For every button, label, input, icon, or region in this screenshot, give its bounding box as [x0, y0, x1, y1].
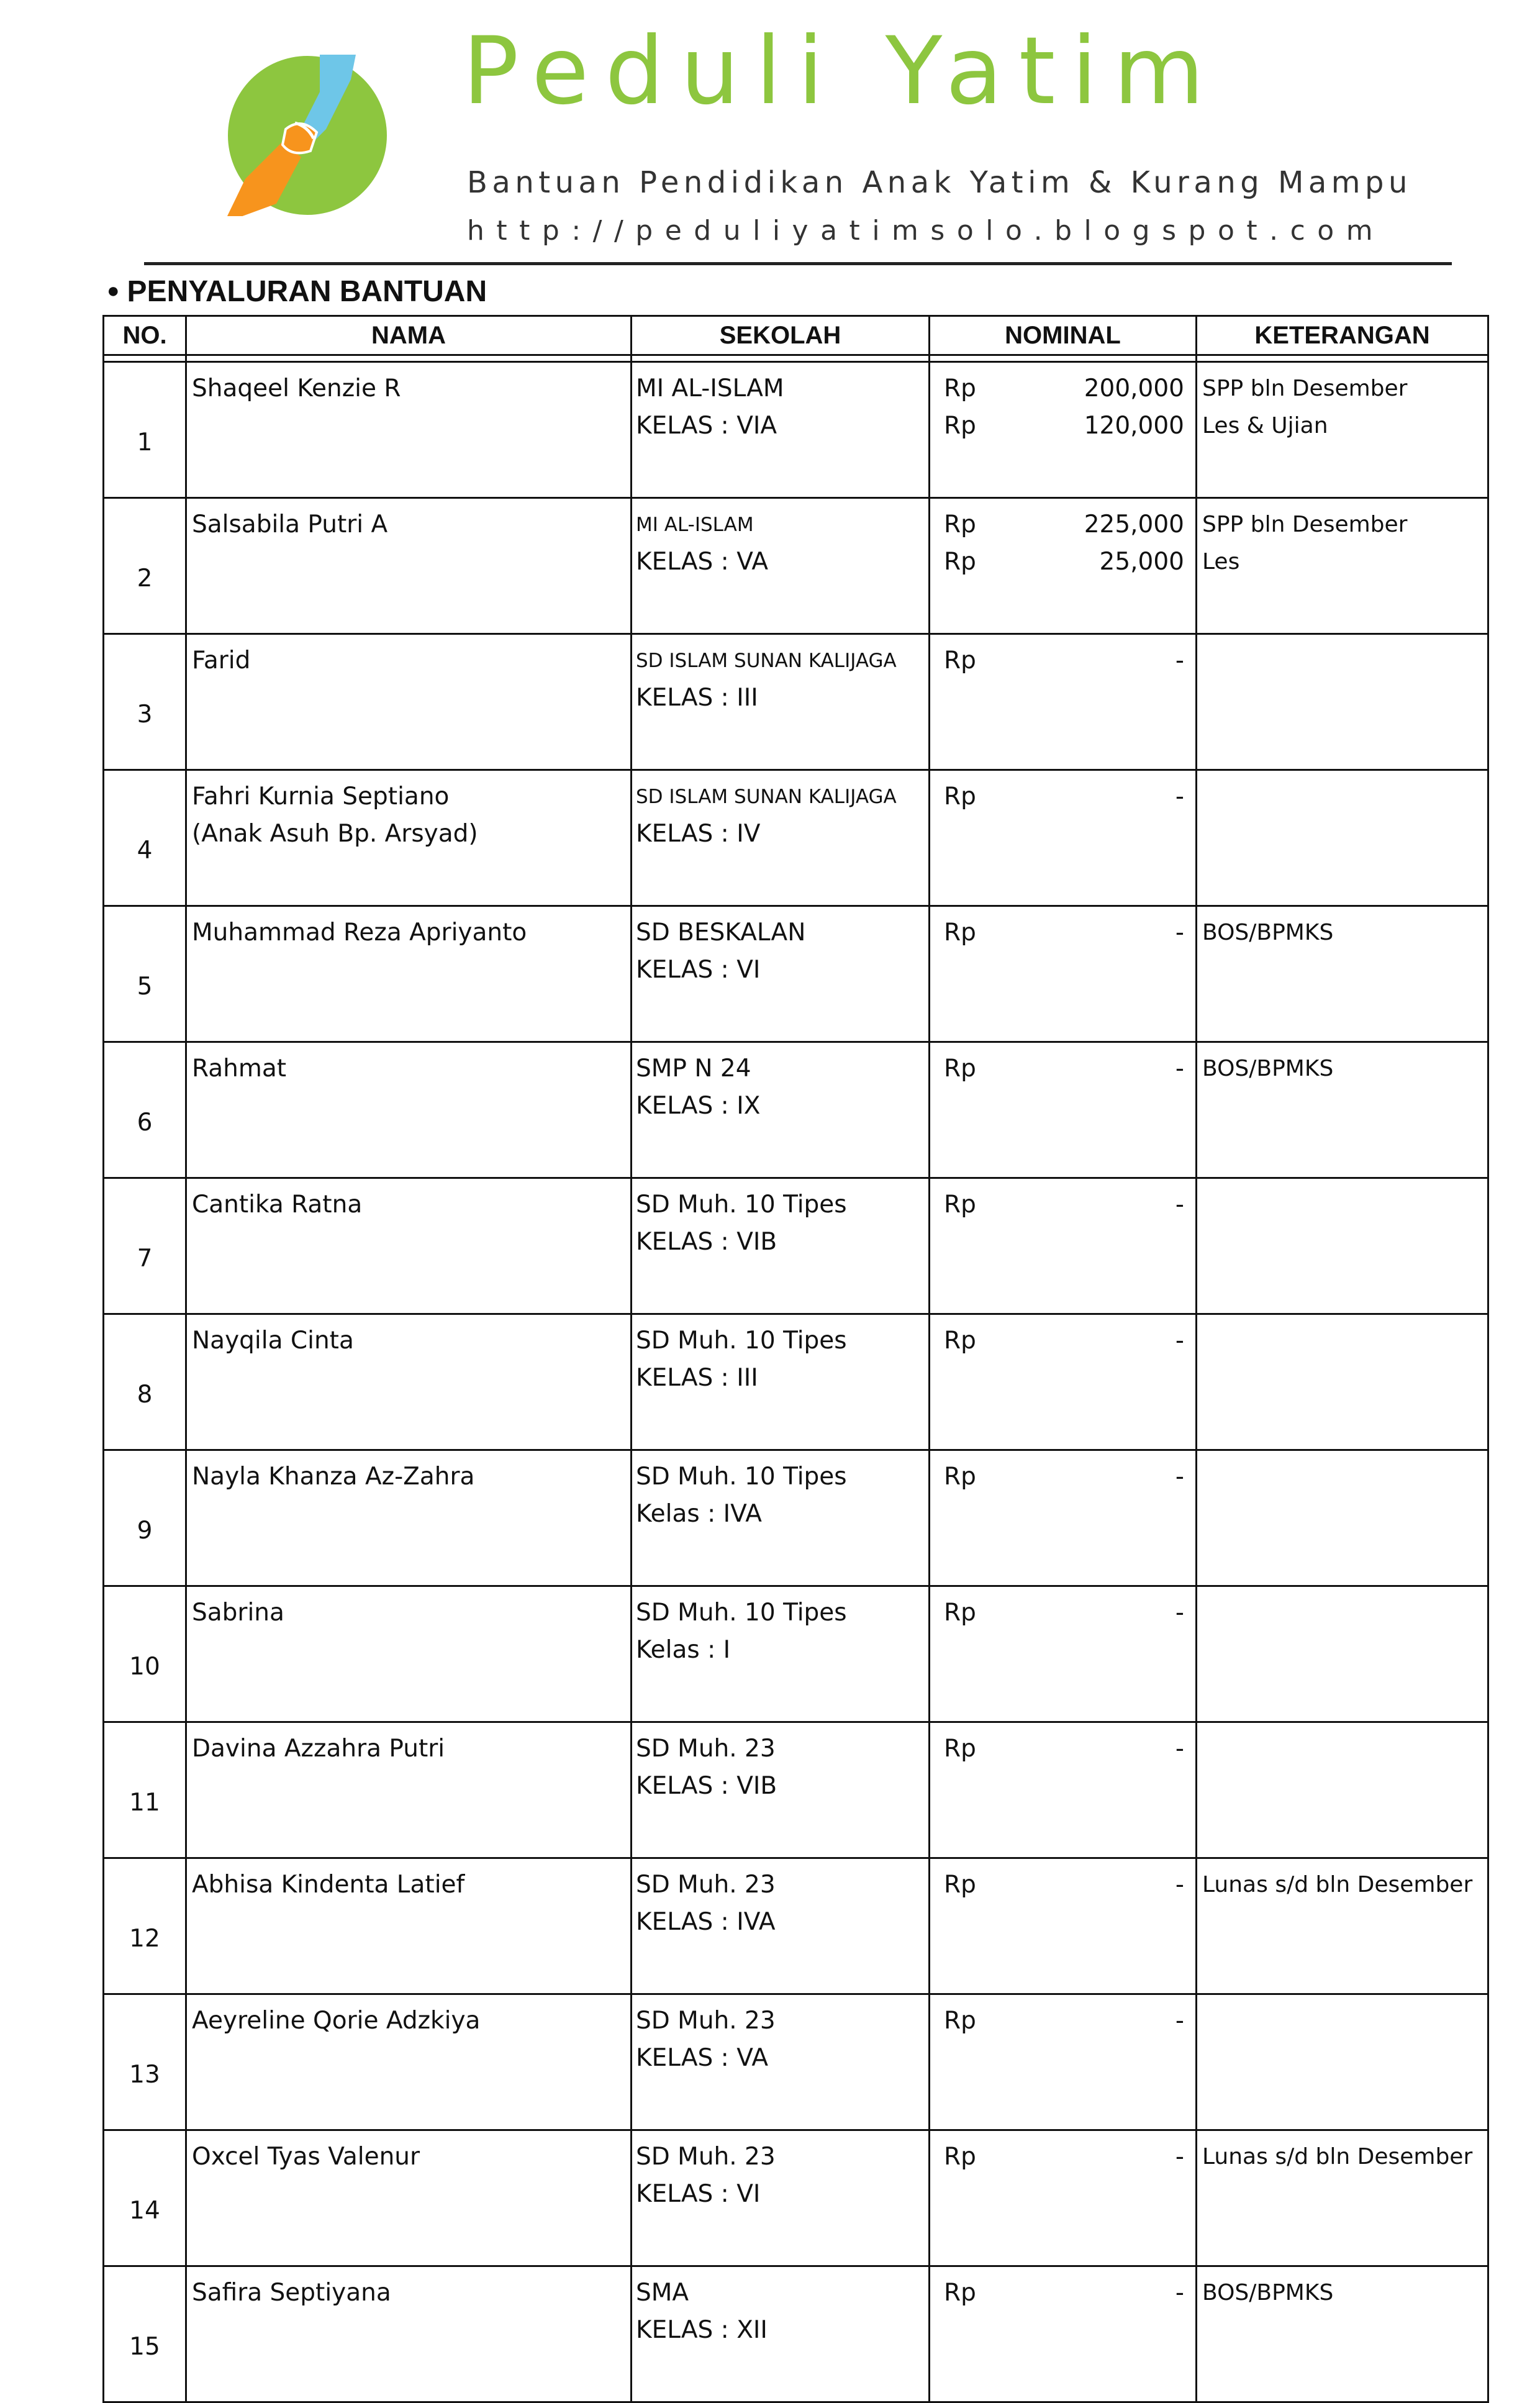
table-row	[104, 1042, 1488, 1178]
row-remarks	[1197, 498, 1488, 634]
header-keterangan: KETERANGAN	[1197, 316, 1488, 355]
school-class: KELAS : VI	[636, 956, 761, 984]
remark-line-1: Lunas s/d bln Desember	[1202, 1872, 1473, 1897]
nominal-line-1	[944, 370, 1184, 407]
name-line-1: Oxcel Tyas Valenur	[192, 2143, 420, 2171]
name-line-1: Fahri Kurnia Septiano	[192, 783, 450, 811]
name-line-1: Shaqeel Kenzie R	[192, 375, 401, 402]
row-number: 10	[104, 1586, 186, 1722]
nominal-line-1	[944, 1186, 1184, 1224]
row-number: 4	[104, 770, 186, 906]
amount-value: 225,000	[1084, 511, 1184, 538]
school-class: KELAS : VIB	[636, 1228, 777, 1256]
table-row	[104, 1178, 1488, 1314]
school-name: SD Muh. 10 Tipes	[636, 1599, 847, 1627]
school-name: SD Muh. 10 Tipes	[636, 1191, 847, 1219]
row-number: 1	[104, 362, 186, 498]
table-row	[104, 906, 1488, 1042]
nominal-line-1	[944, 2138, 1184, 2176]
row-number: 15	[104, 2266, 186, 2402]
name-line-1: Farid	[192, 647, 251, 675]
row-school	[632, 2266, 930, 2402]
currency-label: Rp	[944, 919, 976, 947]
row-number: 2	[104, 498, 186, 634]
amount-value: -	[1175, 1871, 1184, 1899]
brand-title: Peduli Yatim	[463, 17, 1221, 125]
header-sekolah: SEKOLAH	[632, 316, 930, 355]
nominal-line-1	[944, 2002, 1184, 2040]
row-name	[186, 1994, 632, 2130]
name-line-1: Aeyreline Qorie Adzkiya	[192, 2007, 481, 2035]
row-nominal	[930, 1994, 1197, 2130]
remark-line-2: Les & Ujian	[1202, 413, 1328, 438]
row-nominal	[930, 634, 1197, 770]
table-header-row	[104, 316, 1488, 355]
school-class: KELAS : III	[636, 1364, 758, 1392]
amount-value: -	[1175, 1463, 1184, 1491]
row-nominal	[930, 1722, 1197, 1858]
currency-label: Rp	[944, 1735, 976, 1763]
name-line-1: Muhammad Reza Apriyanto	[192, 919, 527, 947]
currency-label: Rp	[944, 2143, 976, 2171]
row-number: 9	[104, 1450, 186, 1586]
table-row	[104, 1586, 1488, 1722]
amount-value: -	[1175, 783, 1184, 811]
header-divider	[144, 262, 1452, 265]
header-double-rule	[104, 355, 1488, 362]
table-row	[104, 1722, 1488, 1858]
row-school	[632, 1178, 930, 1314]
school-name: MI AL-ISLAM	[636, 514, 754, 536]
school-name: SD Muh. 23	[636, 1871, 776, 1899]
row-number: 13	[104, 1994, 186, 2130]
row-nominal	[930, 770, 1197, 906]
row-remarks	[1197, 1178, 1488, 1314]
row-number: 11	[104, 1722, 186, 1858]
school-class: KELAS : VA	[636, 548, 769, 576]
name-line-1: Nayla Khanza Az-Zahra	[192, 1463, 475, 1491]
school-class: Kelas : IVA	[636, 1500, 762, 1528]
row-name	[186, 1042, 632, 1178]
peduli-yatim-logo	[227, 55, 388, 216]
row-nominal	[930, 1858, 1197, 1994]
row-nominal	[930, 1450, 1197, 1586]
header-no: NO.	[104, 316, 186, 355]
row-remarks	[1197, 906, 1488, 1042]
currency-label: Rp	[944, 1463, 976, 1491]
row-number: 6	[104, 1042, 186, 1178]
currency-label: Rp	[944, 1327, 976, 1355]
distribution-table	[102, 315, 1489, 2403]
school-class: KELAS : IV	[636, 820, 761, 848]
school-name: SD ISLAM SUNAN KALIJAGA	[636, 786, 897, 808]
row-nominal	[930, 1314, 1197, 1450]
remark-line-1: BOS/BPMKS	[1202, 1056, 1334, 1081]
amount-value: -	[1175, 2007, 1184, 2035]
remark-line-1: BOS/BPMKS	[1202, 920, 1334, 945]
nominal-line-2	[944, 543, 1184, 581]
currency-label: Rp	[944, 412, 976, 440]
school-class: KELAS : VIB	[636, 1772, 777, 1800]
row-remarks	[1197, 634, 1488, 770]
row-remarks	[1197, 2130, 1488, 2266]
nominal-line-1	[944, 1866, 1184, 1904]
table-row	[104, 770, 1488, 906]
row-name	[186, 1858, 632, 1994]
row-name	[186, 1722, 632, 1858]
school-class: KELAS : VI	[636, 2180, 761, 2208]
row-name	[186, 2266, 632, 2402]
row-name	[186, 1178, 632, 1314]
currency-label: Rp	[944, 548, 976, 576]
name-line-1: Sabrina	[192, 1599, 284, 1627]
row-remarks	[1197, 1314, 1488, 1450]
brand-tagline: Bantuan Pendidikan Anak Yatim & Kurang Mampu	[467, 165, 1412, 200]
amount-value: -	[1175, 1599, 1184, 1627]
row-school	[632, 1586, 930, 1722]
name-line-1: Safira Septiyana	[192, 2279, 391, 2307]
school-class: Kelas : I	[636, 1636, 731, 1664]
currency-label: Rp	[944, 647, 976, 675]
row-remarks	[1197, 2266, 1488, 2402]
nominal-line-1	[944, 642, 1184, 679]
table-row	[104, 362, 1488, 498]
remark-line-1: Lunas s/d bln Desember	[1202, 2144, 1473, 2169]
row-school	[632, 1042, 930, 1178]
amount-value: -	[1175, 919, 1184, 947]
row-school	[632, 634, 930, 770]
school-class: KELAS : III	[636, 684, 758, 712]
section-title	[107, 277, 487, 307]
nominal-line-1	[944, 1050, 1184, 1088]
row-school	[632, 1858, 930, 1994]
nominal-line-1	[944, 506, 1184, 543]
row-name	[186, 1586, 632, 1722]
distribution-table-wrapper	[102, 315, 1487, 2403]
row-name	[186, 770, 632, 906]
table-row	[104, 634, 1488, 770]
school-name: SD Muh. 10 Tipes	[636, 1463, 847, 1491]
row-remarks	[1197, 1586, 1488, 1722]
row-name	[186, 2130, 632, 2266]
row-name	[186, 498, 632, 634]
row-remarks	[1197, 1722, 1488, 1858]
row-nominal	[930, 498, 1197, 634]
amount-value: -	[1175, 1191, 1184, 1219]
currency-label: Rp	[944, 783, 976, 811]
amount-value: 200,000	[1084, 375, 1184, 402]
table-row	[104, 1450, 1488, 1586]
row-nominal	[930, 1042, 1197, 1178]
row-nominal	[930, 2130, 1197, 2266]
row-remarks	[1197, 1858, 1488, 1994]
nominal-line-1	[944, 1458, 1184, 1496]
nominal-line-1	[944, 2274, 1184, 2312]
row-remarks	[1197, 1042, 1488, 1178]
currency-label: Rp	[944, 1599, 976, 1627]
name-line-2: (Anak Asuh Bp. Arsyad)	[192, 820, 478, 848]
currency-label: Rp	[944, 1055, 976, 1083]
remark-line-2: Les	[1202, 549, 1240, 575]
row-remarks	[1197, 770, 1488, 906]
name-line-1: Abhisa Kindenta Latief	[192, 1871, 465, 1899]
amount-value: -	[1175, 1055, 1184, 1083]
school-class: KELAS : IVA	[636, 1908, 776, 1936]
row-nominal	[930, 1178, 1197, 1314]
row-nominal	[930, 906, 1197, 1042]
name-line-1: Davina Azzahra Putri	[192, 1735, 445, 1763]
currency-label: Rp	[944, 2279, 976, 2307]
school-name: MI AL-ISLAM	[636, 375, 784, 402]
row-school	[632, 498, 930, 634]
table-row	[104, 498, 1488, 634]
school-name: SD BESKALAN	[636, 919, 806, 947]
row-number: 12	[104, 1858, 186, 1994]
row-school	[632, 770, 930, 906]
amount-value: 120,000	[1084, 412, 1184, 440]
bullet-icon: ●	[107, 279, 120, 302]
amount-value: -	[1175, 2279, 1184, 2307]
name-line-1: Nayqila Cinta	[192, 1327, 354, 1355]
nominal-line-1	[944, 778, 1184, 815]
table-row	[104, 2130, 1488, 2266]
row-name	[186, 906, 632, 1042]
school-class: KELAS : VIA	[636, 412, 777, 440]
name-line-1: Rahmat	[192, 1055, 287, 1083]
amount-value: -	[1175, 2143, 1184, 2171]
row-school	[632, 362, 930, 498]
row-school	[632, 906, 930, 1042]
school-name: SD ISLAM SUNAN KALIJAGA	[636, 650, 897, 672]
row-number: 8	[104, 1314, 186, 1450]
school-name: SMA	[636, 2279, 689, 2307]
remark-line-1: SPP bln Desember	[1202, 376, 1408, 401]
row-name	[186, 1314, 632, 1450]
row-school	[632, 2130, 930, 2266]
row-name	[186, 1450, 632, 1586]
school-name: SMP N 24	[636, 1055, 751, 1083]
name-line-1: Salsabila Putri A	[192, 511, 388, 538]
row-school	[632, 1314, 930, 1450]
nominal-line-2	[944, 407, 1184, 445]
section-title-text: PENYALURAN BANTUAN	[127, 275, 487, 308]
row-number: 3	[104, 634, 186, 770]
school-class: KELAS : XII	[636, 2316, 768, 2344]
nominal-line-1	[944, 1594, 1184, 1632]
row-remarks	[1197, 362, 1488, 498]
table-row	[104, 1994, 1488, 2130]
table-body	[104, 355, 1488, 2402]
row-nominal	[930, 1586, 1197, 1722]
row-remarks	[1197, 1450, 1488, 1586]
row-nominal	[930, 362, 1197, 498]
nominal-line-1	[944, 1730, 1184, 1768]
row-number: 14	[104, 2130, 186, 2266]
nominal-line-1	[944, 1322, 1184, 1360]
school-name: SD Muh. 23	[636, 1735, 776, 1763]
amount-value: -	[1175, 1327, 1184, 1355]
row-school	[632, 1722, 930, 1858]
school-name: SD Muh. 23	[636, 2007, 776, 2035]
row-school	[632, 1450, 930, 1586]
currency-label: Rp	[944, 1871, 976, 1899]
table-row	[104, 1314, 1488, 1450]
row-name	[186, 634, 632, 770]
table-row	[104, 2266, 1488, 2402]
name-line-1: Cantika Ratna	[192, 1191, 363, 1219]
remark-line-1: SPP bln Desember	[1202, 512, 1408, 537]
currency-label: Rp	[944, 1191, 976, 1219]
row-name	[186, 362, 632, 498]
amount-value: -	[1175, 1735, 1184, 1763]
school-name: SD Muh. 23	[636, 2143, 776, 2171]
currency-label: Rp	[944, 511, 976, 538]
header-nominal: NOMINAL	[930, 316, 1197, 355]
table-row	[104, 1858, 1488, 1994]
school-name: SD Muh. 10 Tipes	[636, 1327, 847, 1355]
brand-url: http://peduliyatimsolo.blogspot.com	[467, 215, 1385, 247]
row-nominal	[930, 2266, 1197, 2402]
school-class: KELAS : IX	[636, 1092, 761, 1120]
currency-label: Rp	[944, 375, 976, 402]
currency-label: Rp	[944, 2007, 976, 2035]
row-number: 7	[104, 1178, 186, 1314]
school-class: KELAS : VA	[636, 2044, 769, 2072]
header-nama: NAMA	[186, 316, 632, 355]
row-remarks	[1197, 1994, 1488, 2130]
remark-line-1: BOS/BPMKS	[1202, 2280, 1334, 2305]
row-number: 5	[104, 906, 186, 1042]
nominal-line-1	[944, 914, 1184, 952]
amount-value: 25,000	[1099, 548, 1184, 576]
row-school	[632, 1994, 930, 2130]
amount-value: -	[1175, 647, 1184, 675]
